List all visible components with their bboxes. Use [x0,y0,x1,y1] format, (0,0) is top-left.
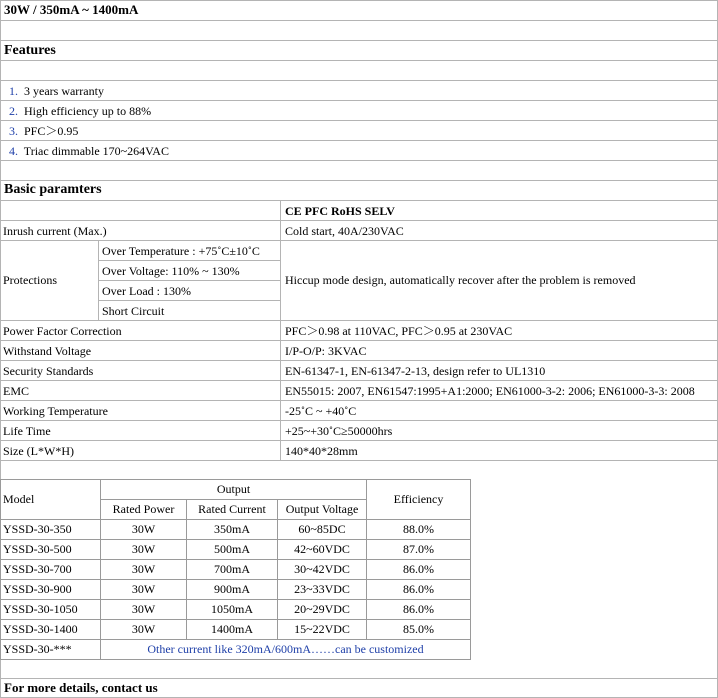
efficiency-cell: 86.0% [367,580,471,600]
table-row [1,580,471,600]
feature-number: 4. [9,144,18,158]
page-title: 30W / 350mA ~ 1400mA [4,2,139,17]
features-heading: Features [4,43,56,58]
current-cell: 500mA [187,540,278,560]
current-cell: 700mA [187,560,278,580]
efficiency-header: Efficiency [367,480,471,520]
certifications: CE PFC RoHS SELV [285,204,395,218]
param-value: -25˚C ~ +40˚C [285,404,357,418]
current-cell: 1050mA [187,600,278,620]
feature-item [9,104,151,118]
model-cell: YSSD-30-500 [1,540,101,560]
feature-text: 3 years warranty [24,84,104,98]
current-cell: 1400mA [187,620,278,640]
power-cell: 30W [101,580,187,600]
power-cell: 30W [101,620,187,640]
contact-us-text: For more details, contact us [4,680,158,695]
feature-item [9,84,104,98]
efficiency-cell: 87.0% [367,540,471,560]
model-cell: YSSD-30-1050 [1,600,101,620]
efficiency-cell: 85.0% [367,620,471,640]
voltage-cell: 60~85DC [278,520,367,540]
model-header: Model [1,480,101,520]
model-cell: YSSD-30-1400 [1,620,101,640]
model-cell: YSSD-30-350 [1,520,101,540]
table-row [1,560,471,580]
power-cell: 30W [101,560,187,580]
voltage-cell: 42~60VDC [278,540,367,560]
param-label: EMC [3,384,30,398]
voltage-cell: 15~22VDC [278,620,367,640]
param-value: PFC＞0.98 at 110VAC, PFC＞0.95 at 230VAC [285,324,513,338]
param-label: Working Temperature [3,404,108,418]
voltage-cell: 23~33VDC [278,580,367,600]
table-header-row [1,480,471,500]
param-value: 140*40*28mm [285,444,358,458]
protections-label: Protections [3,273,57,287]
table-row [1,540,471,560]
power-cell: 30W [101,540,187,560]
feature-text: Triac dimmable 170~264VAC [23,144,169,158]
feature-text: PFC＞0.95 [24,124,79,138]
power-cell: 30W [101,520,187,540]
output-voltage-header: Output Voltage [278,500,367,520]
custom-model-cell: YSSD-30-*** [1,640,101,660]
power-cell: 30W [101,600,187,620]
param-label: Security Standards [3,364,94,378]
param-label: Life Time [3,424,51,438]
feature-text: High efficiency up to 88% [24,104,152,118]
param-label: Size (L*W*H) [3,444,74,458]
efficiency-cell: 86.0% [367,600,471,620]
param-value: EN-61347-1, EN-61347-2-13, design refer to UL1310 [285,364,546,378]
output-header: Output [101,480,367,500]
current-cell: 350mA [187,520,278,540]
param-value: EN55015: 2007, EN61547:1995+A1:2000; EN61000-3-2: 2006; EN61000-3-3: 2008 [285,384,695,398]
table-row [1,600,471,620]
rated-current-header: Rated Current [187,500,278,520]
param-value: I/P-O/P: 3KVAC [285,344,367,358]
feature-item [9,144,169,158]
over-load-protection: Over Load : 130% [102,284,191,298]
short-circuit-protection: Short Circuit [102,304,165,318]
inrush-current-label: Inrush current (Max.) [3,224,107,238]
model-table [0,479,471,660]
efficiency-cell: 86.0% [367,560,471,580]
model-cell: YSSD-30-700 [1,560,101,580]
rated-power-header: Rated Power [101,500,187,520]
inrush-current-value: Cold start, 40A/230VAC [285,224,404,238]
param-value: +25~+30˚C≥50000hrs [285,424,393,438]
feature-number: 2. [9,104,18,118]
feature-number: 1. [9,84,18,98]
custom-note: Other current like 320mA/600mA……can be customized [101,640,471,660]
current-cell: 900mA [187,580,278,600]
feature-number: 3. [9,124,18,138]
table-row [1,640,471,660]
protections-value: Hiccup mode design, automatically recover after the problem is removed [285,273,636,287]
over-temperature-protection: Over Temperature : +75˚C±10˚C [102,244,260,258]
model-cell: YSSD-30-900 [1,580,101,600]
efficiency-cell: 88.0% [367,520,471,540]
feature-item [9,124,78,138]
param-label: Withstand Voltage [3,344,92,358]
table-row [1,520,471,540]
over-voltage-protection: Over Voltage: 110% ~ 130% [102,264,240,278]
basic-parameters-heading: Basic paramters [4,182,102,197]
table-row [1,620,471,640]
param-label: Power Factor Correction [3,324,122,338]
voltage-cell: 30~42VDC [278,560,367,580]
voltage-cell: 20~29VDC [278,600,367,620]
